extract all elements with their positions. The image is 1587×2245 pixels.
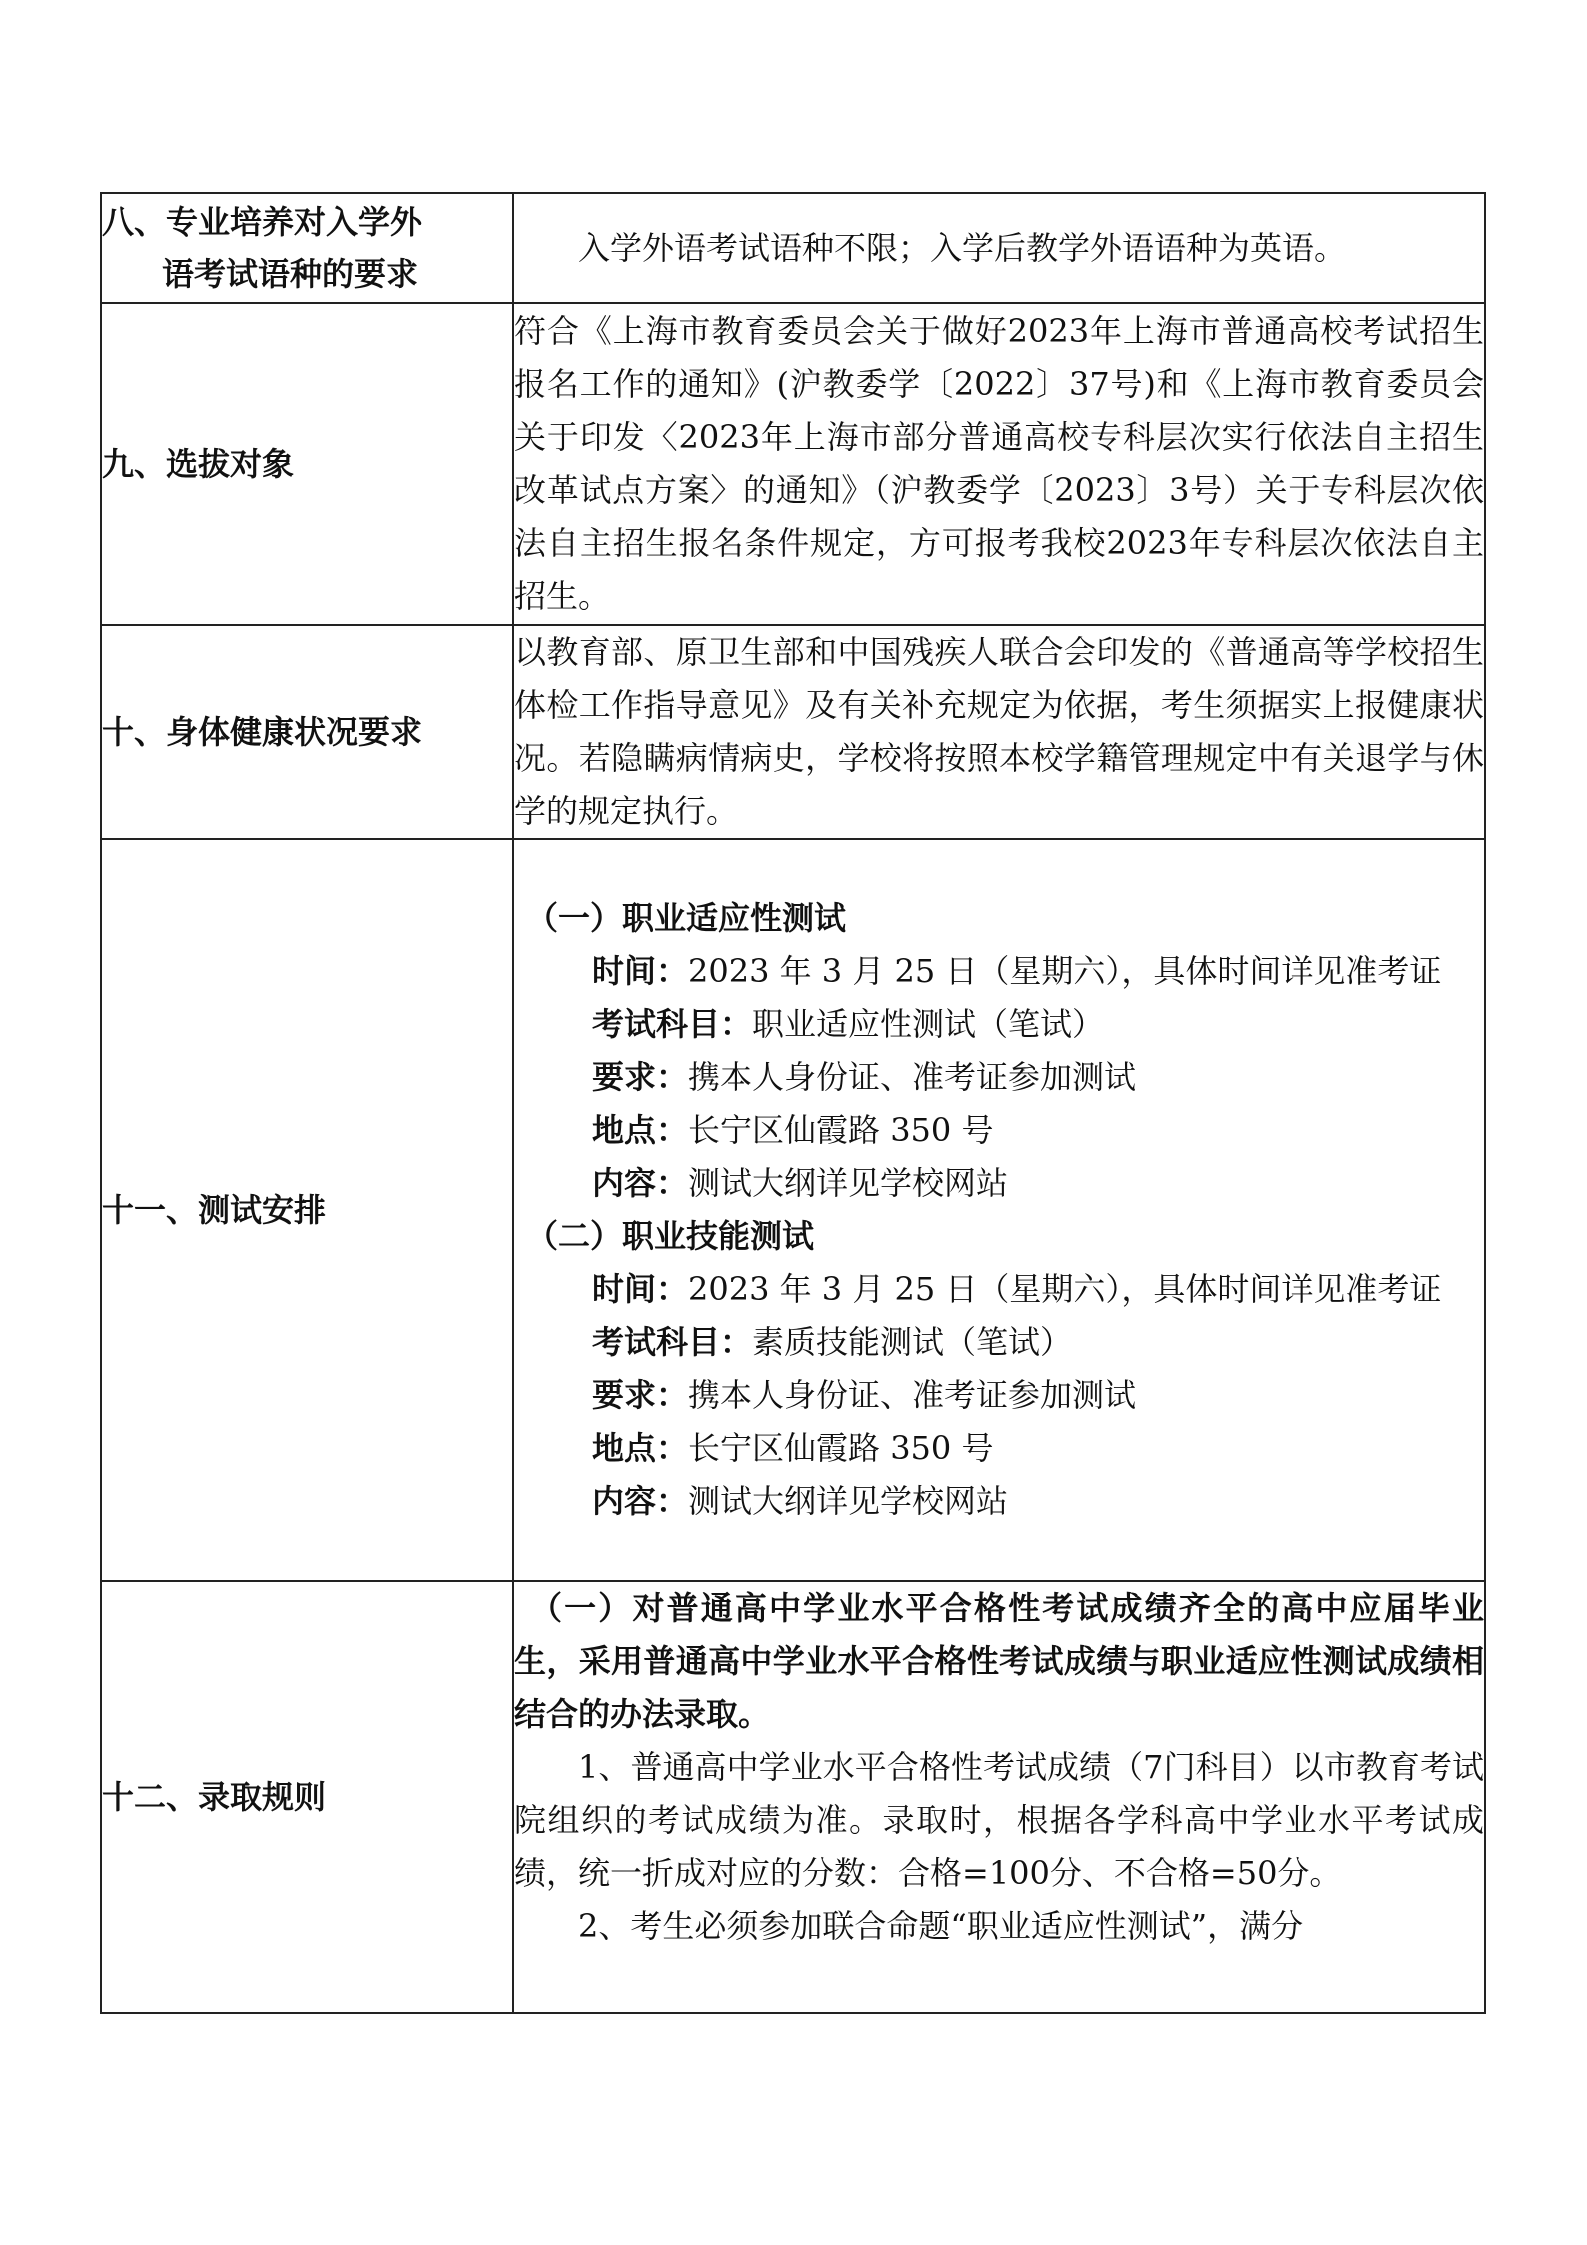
test-requirement-line [514, 1051, 1484, 1104]
table-row-admission-rules [101, 1581, 1485, 2013]
field-key: 考试科目： [592, 1323, 753, 1361]
section-heading: （二）职业技能测试 [526, 1217, 815, 1255]
test-subject-line [514, 998, 1484, 1051]
test-time-line [514, 1263, 1484, 1316]
table-row-test-arrangement [101, 839, 1485, 1581]
test-location-line [514, 1422, 1484, 1475]
field-key: 内容： [592, 1164, 689, 1202]
row-content [513, 1581, 1485, 2013]
row-content [513, 625, 1485, 839]
field-value: 职业适应性测试（笔试） [752, 1005, 1105, 1043]
field-value: 2023 年 3 月 25 日（星期六），具体时间详见准考证 [688, 1270, 1442, 1308]
field-key: 时间： [592, 952, 689, 990]
field-key: 内容： [592, 1482, 689, 1520]
row-label [101, 193, 513, 303]
field-value: 携本人身份证、准考证参加测试 [688, 1058, 1137, 1096]
row-label-line1: 八、专业培养对入学外 [102, 203, 423, 241]
row-label: 十一、测试安排 [101, 839, 513, 1581]
test-time-line [514, 945, 1484, 998]
admission-rule-heading: （一）对普通高中学业水平合格性考试成绩齐全的高中应届毕业生，采用普通高中学业水平合格性考试成绩与职业适应性测试成绩相结合的办法录取。 [514, 1589, 1484, 1733]
admission-rule-para-1: 1、普通高中学业水平合格性考试成绩（7门科目）以市教育考试院组织的考试成绩为准。录取时，根据各学科高中学业水平考试成绩，统一折成对应的分数：合格=100分、不合格=50分。 [514, 1748, 1484, 1892]
field-key: 时间： [592, 1270, 689, 1308]
row-label-line2: 语考试语种的要求 [162, 255, 419, 293]
row-content [513, 193, 1485, 303]
field-value: 素质技能测试（笔试） [752, 1323, 1073, 1361]
field-key: 地点： [592, 1111, 689, 1149]
test-location-line [514, 1104, 1484, 1157]
field-value: 2023 年 3 月 25 日（星期六），具体时间详见准考证 [688, 952, 1442, 990]
test-content-line [514, 1475, 1484, 1528]
admission-info-table [100, 192, 1486, 2014]
foreign-language-text: 入学外语考试语种不限；入学后教学外语语种为英语。 [578, 228, 1347, 267]
field-value: 携本人身份证、准考证参加测试 [688, 1376, 1137, 1414]
health-requirements-text: 以教育部、原卫生部和中国残疾人联合会印发的《普通高等学校招生体检工作指导意见》及有关补充规定为依据，考生须据实上报健康状况。若隐瞒病情病史，学校将按照本校学籍管理规定中有关退学与休学的规定执行。 [514, 633, 1484, 830]
field-value: 测试大纲详见学校网站 [688, 1164, 1009, 1202]
table-row-foreign-language [101, 193, 1485, 303]
field-key: 要求： [592, 1376, 689, 1414]
admission-rule-para-2: 2、考生必须参加联合命题“职业适应性测试”，满分 [578, 1907, 1304, 1945]
row-label: 十二、录取规则 [101, 1581, 513, 2013]
table-row-health-requirements [101, 625, 1485, 839]
field-value: 长宁区仙霞路 350 号 [688, 1429, 994, 1467]
row-label: 九、选拔对象 [101, 303, 513, 625]
table-row-selection-target [101, 303, 1485, 625]
selection-target-text: 符合《上海市教育委员会关于做好2023年上海市普通高校考试招生报名工作的通知》(沪教委学〔2022〕37号)和《上海市教育委员会关于印发〈2023年上海市部分普通高校专科层次实行依法自主招生改革试点方案〉的通知》（沪教委学〔2023〕3号）关于专科层次依法自主招生报名条件规定，方可报考我校2023年专科层次依法自主招生。 [514, 312, 1484, 615]
field-key: 考试科目： [592, 1005, 753, 1043]
field-key: 要求： [592, 1058, 689, 1096]
test-requirement-line [514, 1369, 1484, 1422]
row-content [513, 303, 1485, 625]
section-heading: （一）职业适应性测试 [526, 899, 847, 937]
field-key: 地点： [592, 1429, 689, 1467]
field-value: 测试大纲详见学校网站 [688, 1482, 1009, 1520]
row-content [513, 839, 1485, 1581]
test-content-line [514, 1157, 1484, 1210]
test-subject-line [514, 1316, 1484, 1369]
row-label: 十、身体健康状况要求 [101, 625, 513, 839]
field-value: 长宁区仙霞路 350 号 [688, 1111, 994, 1149]
